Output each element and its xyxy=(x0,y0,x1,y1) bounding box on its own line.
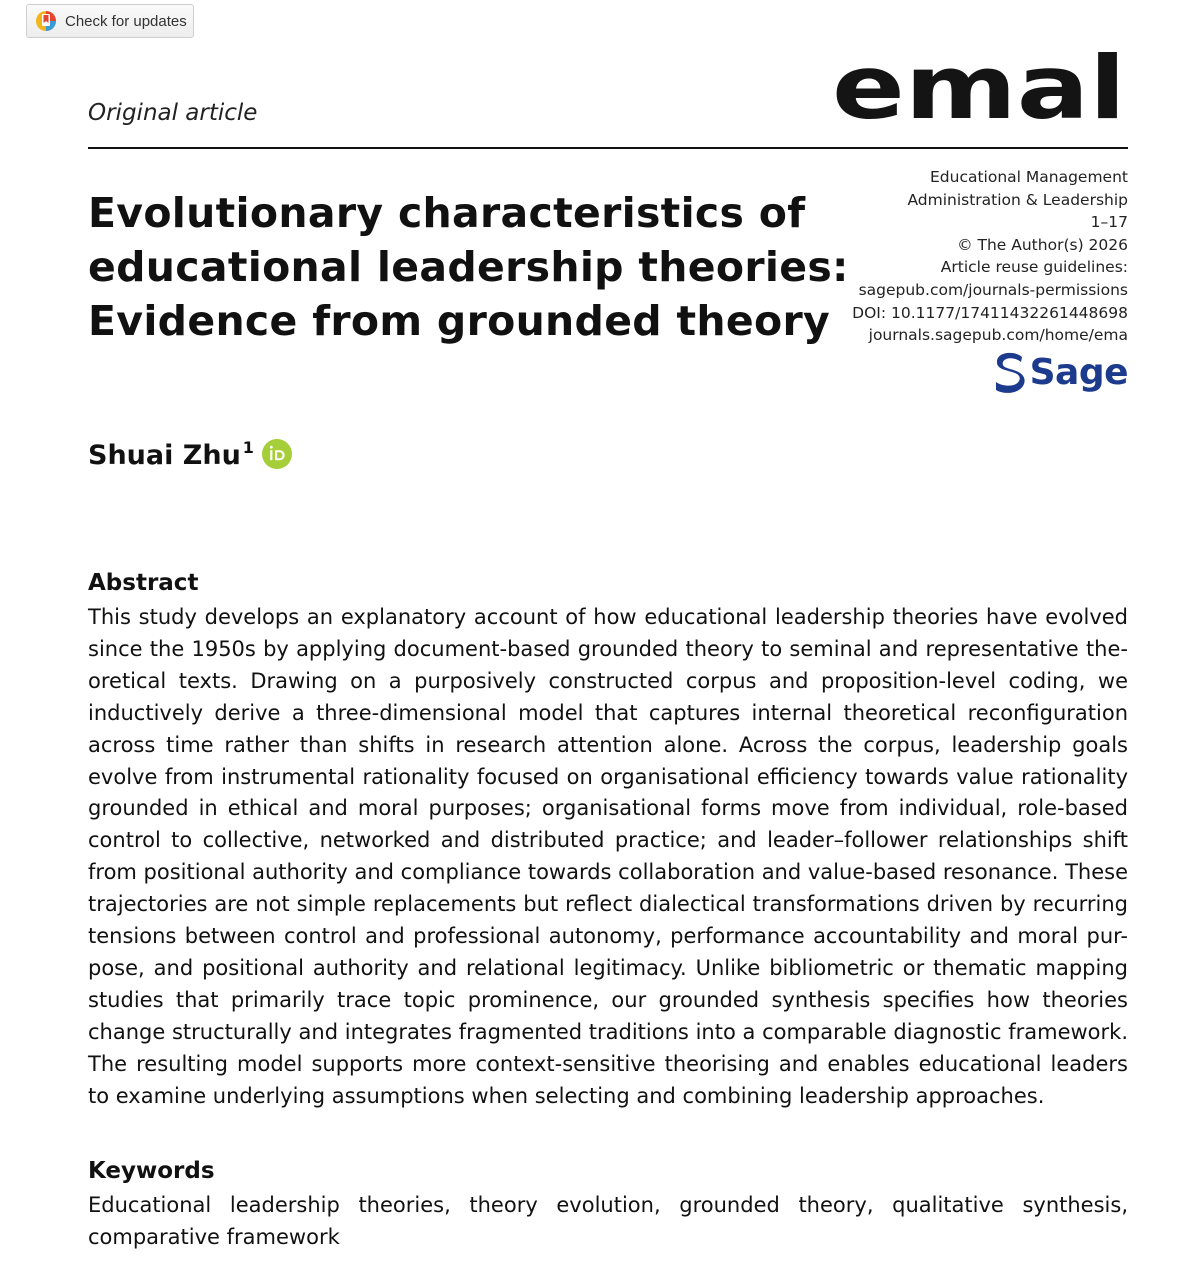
abstract-line: oretical texts. Drawing on a purposively constructed corpus and proposition-level coding, we xyxy=(88,668,1128,693)
orcid-icon[interactable] xyxy=(262,439,292,469)
journal-name-line: Administration & Leadership xyxy=(907,190,1128,209)
journal-logo-text: emal xyxy=(832,52,1126,132)
keywords-body xyxy=(88,1190,1128,1254)
abstract-line: The resulting model supports more context-sensitive theorising and enables educational leaders xyxy=(88,1051,1128,1076)
check-for-updates-button[interactable] xyxy=(26,4,194,38)
sage-s-icon xyxy=(992,350,1026,394)
author-name[interactable]: Shuai Zhu xyxy=(88,440,241,471)
abstract-line: studies that primarily trace topic prominence, our grounded synthesis specifies how theories xyxy=(88,987,1128,1012)
abstract-line: tensions between control and professional autonomy, performance accountability and moral pur- xyxy=(88,924,1128,949)
abstract-line: across time rather than shifts in research attention alone. Across the corpus, leadership goals xyxy=(88,732,1128,757)
journal-link[interactable]: journals.sagepub.com/home/ema xyxy=(868,326,1128,345)
keywords-line: comparative framework xyxy=(88,1224,340,1249)
abstract-line: since the 1950s by applying document-based grounded theory to seminal and representative the- xyxy=(88,636,1128,661)
title-line: Evidence from grounded theory xyxy=(88,297,831,345)
journal-metadata xyxy=(852,166,1128,347)
abstract-line: This study develops an explanatory account of how educational leadership theories have evolved xyxy=(88,605,1128,629)
abstract-line: to examine underlying assumptions when selecting and combining leadership approaches. xyxy=(88,1083,1045,1108)
copyright: © The Author(s) 2026 xyxy=(957,235,1128,254)
journal-name-line: Educational Management xyxy=(929,168,1128,186)
article-type: Original article xyxy=(88,100,258,126)
title-line: educational leadership theories: xyxy=(88,243,849,291)
abstract-line: evolve from instrumental rationality focused on organisational efficiency towards value rationality xyxy=(88,764,1128,789)
reuse-label: Article reuse guidelines: xyxy=(940,258,1128,277)
abstract-line: inductively derive a three-dimensional model that captures internal theoretical reconfiguration xyxy=(88,700,1128,725)
publisher-logo xyxy=(992,348,1128,396)
header-rule xyxy=(88,147,1128,149)
affiliation-marker: 1 xyxy=(242,438,254,457)
abstract-line: control to collective, networked and distributed practice; and leader–follower relationships shift xyxy=(88,828,1128,853)
crossmark-icon xyxy=(35,10,57,32)
keywords-heading: Keywords xyxy=(88,1158,215,1184)
doi-link[interactable]: DOI: 10.1177/17411432261448698 xyxy=(852,303,1128,322)
keywords-line: Educational leadership theories, theory evolution, grounded theory, qualitative synthesis, xyxy=(88,1193,1128,1217)
reuse-link[interactable]: sagepub.com/journals-permissions xyxy=(858,280,1128,299)
journal-logo xyxy=(832,52,1128,132)
page-range: 1–17 xyxy=(1090,213,1128,232)
abstract-line: pose, and positional authority and relational legitimacy. Unlike bibliometric or thematic mapping xyxy=(88,955,1128,980)
article-title xyxy=(88,186,849,348)
abstract-body xyxy=(88,602,1128,1113)
abstract-line: from positional authority and compliance towards collaboration and value-based resonance. These xyxy=(88,860,1128,885)
author-block xyxy=(88,436,292,476)
abstract-line: trajectories are not simple replacements but reflect dialectical transformations driven by recurring xyxy=(88,892,1128,917)
title-line: Evolutionary characteristics of xyxy=(88,189,806,237)
abstract-line: change structurally and integrates fragmented traditions into a comparable diagnostic framework. xyxy=(88,1019,1128,1044)
abstract-heading: Abstract xyxy=(88,570,199,596)
check-for-updates-label: Check for updates xyxy=(65,12,187,30)
publisher-name: Sage xyxy=(1029,351,1128,393)
abstract-line: grounded in ethical and moral purposes; organisational forms move from individual, role-based xyxy=(88,796,1128,821)
